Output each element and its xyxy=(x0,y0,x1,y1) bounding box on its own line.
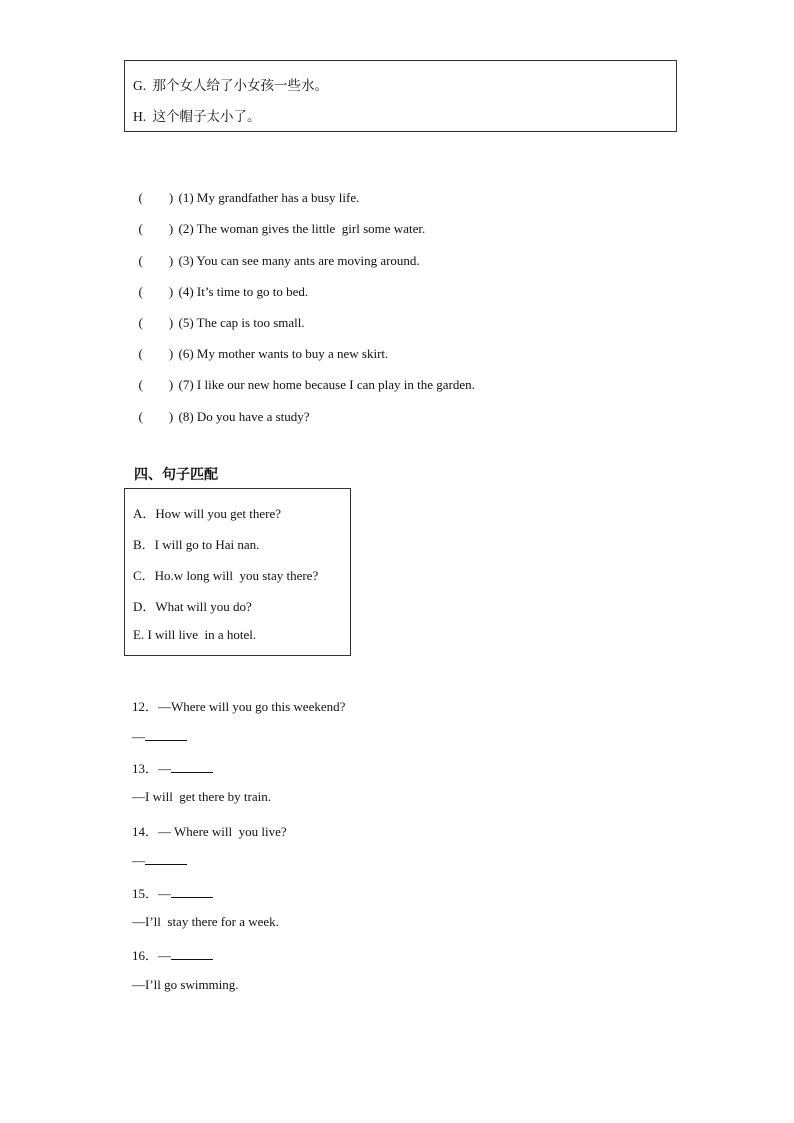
answer-paren[interactable]: ( ) xyxy=(138,346,174,361)
match-text: (8) Do you have a study? xyxy=(178,409,310,424)
option-letter: G. xyxy=(133,78,147,93)
answer-16 xyxy=(132,977,239,993)
dash: — xyxy=(158,886,172,901)
answer-blank[interactable] xyxy=(171,760,213,773)
question-12 xyxy=(132,696,345,715)
match-item-5 xyxy=(132,299,305,331)
match-text: (6) My mother wants to buy a new skirt. xyxy=(178,346,389,361)
question-number: 16． xyxy=(132,948,159,963)
option-a: A．How will you get there? xyxy=(133,506,282,521)
question-number: 14． xyxy=(132,824,159,839)
match-text: (4) It’s time to go to bed. xyxy=(178,284,309,299)
option-d: D．What will you do? xyxy=(133,599,252,614)
answer-15 xyxy=(132,914,279,930)
response-text: —I’ll go swimming. xyxy=(132,977,239,992)
match-item-3 xyxy=(132,237,420,269)
match-text: (3) You can see many ants are moving around. xyxy=(178,253,420,268)
answer-blank[interactable] xyxy=(171,885,213,898)
answer-paren[interactable]: ( ) xyxy=(138,190,174,205)
dash: — xyxy=(132,853,145,868)
dash: — xyxy=(132,729,145,744)
match-item-7 xyxy=(132,361,475,393)
response-text: —I will get there by train. xyxy=(132,789,271,804)
response-text: —I’ll stay there for a week. xyxy=(132,914,279,929)
answer-14 xyxy=(132,852,187,869)
question-14 xyxy=(132,821,287,840)
answer-12 xyxy=(132,728,187,745)
answer-paren[interactable]: ( ) xyxy=(138,377,174,392)
question-text: — Where will you live? xyxy=(158,824,287,839)
dash: — xyxy=(158,948,172,963)
option-c: C．Ho.w long will you stay there? xyxy=(133,568,319,583)
question-15 xyxy=(132,883,213,902)
option-h xyxy=(133,105,261,125)
answer-paren[interactable]: ( ) xyxy=(138,315,174,330)
match-text: (7) I like our new home because I can play in the garden. xyxy=(178,377,475,392)
option-text: 那个女人给了小女孩一些水。 xyxy=(152,78,328,93)
question-number: 12． xyxy=(132,699,159,714)
answer-blank[interactable] xyxy=(145,852,187,865)
match-item-4 xyxy=(132,268,308,300)
option-text: 这个帽子太小了。 xyxy=(152,109,261,124)
answer-blank[interactable] xyxy=(171,947,213,960)
option-letter: H. xyxy=(133,109,147,124)
answer-paren[interactable]: ( ) xyxy=(138,284,174,299)
match-item-2 xyxy=(132,205,425,237)
options-box xyxy=(124,488,351,656)
answer-paren[interactable]: ( ) xyxy=(138,221,174,236)
question-number: 13． xyxy=(132,761,159,776)
translation-box xyxy=(124,60,677,132)
option-b: B．I will go to Hai nan. xyxy=(133,537,260,552)
match-item-1 xyxy=(132,174,359,206)
option-e: E. I will live in a hotel. xyxy=(133,627,257,642)
answer-paren[interactable]: ( ) xyxy=(138,409,174,424)
question-16 xyxy=(132,945,213,964)
answer-13 xyxy=(132,789,271,805)
question-13 xyxy=(132,758,213,777)
question-text: —Where will you go this weekend? xyxy=(158,699,346,714)
match-item-6 xyxy=(132,330,388,362)
answer-paren[interactable]: ( ) xyxy=(138,253,174,268)
match-text: (5) The cap is too small. xyxy=(178,315,305,330)
answer-blank[interactable] xyxy=(145,728,187,741)
question-number: 15． xyxy=(132,886,159,901)
match-item-8 xyxy=(132,393,310,425)
match-text: (1) My grandfather has a busy life. xyxy=(178,190,360,205)
dash: — xyxy=(158,761,172,776)
option-g xyxy=(133,74,328,94)
section-title: 四、句子匹配 xyxy=(134,467,218,483)
match-text: (2) The woman gives the little girl some water. xyxy=(178,221,426,236)
